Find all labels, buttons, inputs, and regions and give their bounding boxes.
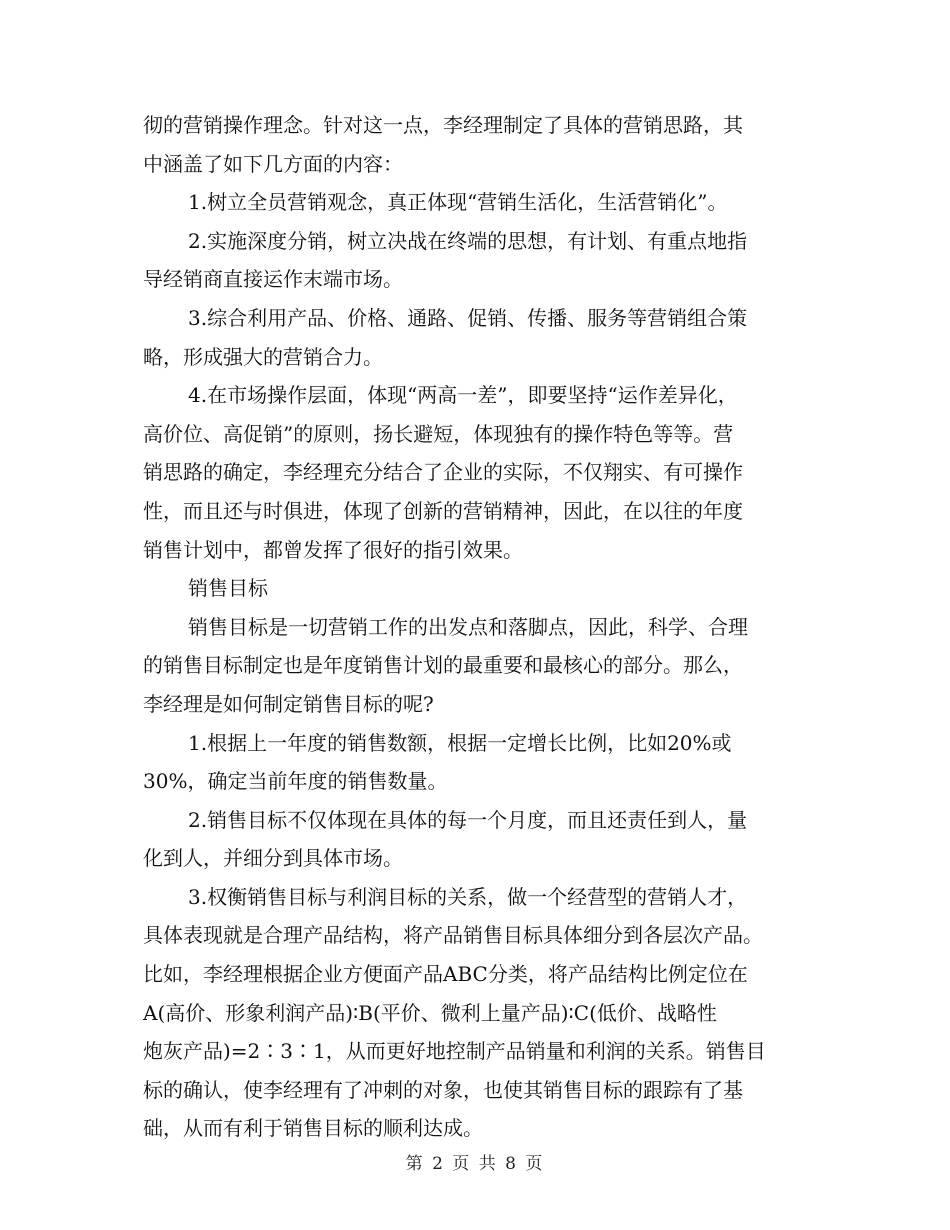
text-line: 础，从而有利于销售目标的顺利达成。 — [143, 1116, 483, 1141]
text-line: 销售计划中，都曾发挥了很好的指引效果。 — [143, 537, 523, 562]
text-line: 销售目标 — [188, 576, 268, 601]
page-footer: 第 2 页 共 8 页 — [405, 1154, 545, 1174]
text-line: 30%，确定当前年度的销售数量。 — [143, 769, 448, 794]
text-line: 具体表现就是合理产品结构，将产品销售目标具体细分到各层次产品。 — [143, 923, 763, 948]
text-line: 的销售目标制定也是年度销售计划的最重要和最核心的部分。那么， — [143, 653, 743, 678]
text-line: 导经销商直接运作末端市场。 — [143, 267, 403, 292]
text-line: 2.销售目标不仅体现在具体的每一个月度，而且还责任到人，量 — [188, 807, 748, 832]
text-line: 2.实施深度分销，树立决战在终端的思想，有计划、有重点地指 — [188, 228, 748, 253]
text-line: 销思路的确定，李经理充分结合了企业的实际，不仅翔实、有可操作 — [143, 460, 743, 485]
text-line: 标的确认，使李经理有了冲刺的对象，也使其销售目标的跟踪有了基 — [143, 1077, 743, 1102]
text-line: 3.权衡销售目标与利润目标的关系，做一个经营型的营销人才， — [188, 884, 748, 909]
text-line: 略，形成强大的营销合力。 — [143, 344, 383, 369]
text-line: 1.树立全员营销观念，真正体现“营销生活化，生活营销化”。 — [188, 190, 728, 215]
text-line: 1.根据上一年度的销售数额，根据一定增长比例，比如20%或 — [188, 730, 732, 755]
text-line: 李经理是如何制定销售目标的呢? — [143, 691, 434, 716]
text-line: A(高价、形象利润产品)∶B(平价、微利上量产品)∶C(低价、战略性 — [143, 1000, 717, 1025]
text-line: 性，而且还与时俱进，体现了创新的营销精神，因此，在以往的年度 — [143, 498, 743, 523]
text-line: 化到人，并细分到具体市场。 — [143, 846, 403, 871]
text-line: 销售目标是一切营销工作的出发点和落脚点，因此，科学、合理 — [188, 614, 748, 639]
text-line: 彻的营销操作理念。针对这一点，李经理制定了具体的营销思路，其 — [143, 113, 743, 137]
text-line: 4.在市场操作层面，体现“两高一差”，即要坚持“运作差异化， — [188, 383, 738, 408]
text-line: 中涵盖了如下几方面的内容： — [143, 151, 403, 176]
text-line: 高价位、高促销”的原则，扬长避短，体现独有的操作特色等等。营 — [143, 421, 734, 446]
text-line: 比如，李经理根据企业方便面产品ABC分类，将产品结构比例定位在 — [143, 962, 748, 987]
text-line: 炮灰产品)=2∶3∶1，从而更好地控制产品销量和利润的关系。销售目 — [143, 1039, 766, 1064]
text-line: 3.综合利用产品、价格、通路、促销、传播、服务等营销组合策 — [188, 305, 748, 330]
document-body — [143, 106, 808, 1148]
